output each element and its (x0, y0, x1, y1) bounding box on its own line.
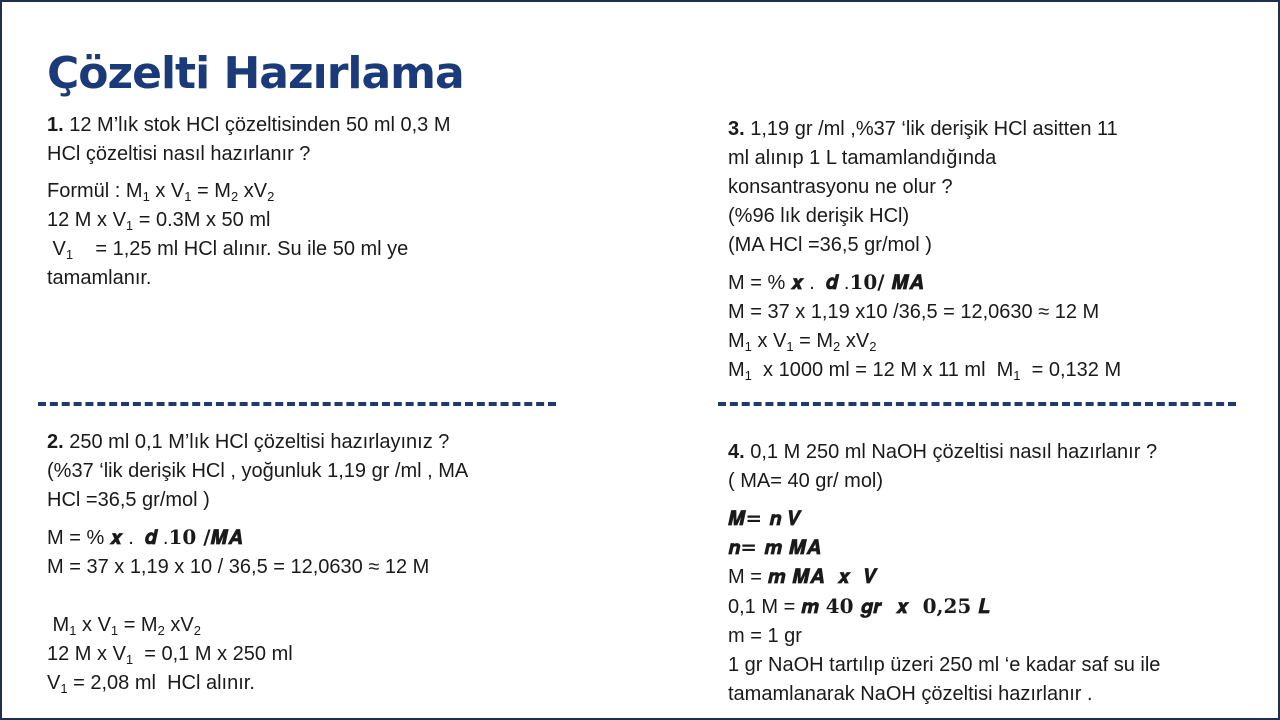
problem-4-question-line: ( MA= 40 gr/ mol) (728, 470, 884, 492)
problem-4-equation: 𝑴= 𝒏 𝑽 (728, 506, 801, 530)
page-title: Çözelti Hazırlama (47, 48, 464, 99)
problem-3-question-line: (%96 lık derişik HCl) (728, 205, 910, 227)
problem-1-step: tamamlanır. (47, 267, 152, 289)
problem-4-step: m = 1 gr (728, 625, 802, 647)
problem-3 (728, 115, 1121, 385)
problem-3-question: 3. 1,19 gr /ml ,%37 ‘lik derişik HCl asitten 11 (728, 118, 1118, 140)
problem-3-question-line: ml alınıp 1 L tamamlandığında (728, 147, 997, 169)
problem-3-step: $M_1$ x $V_1 = M_2$ $xV_2$ (728, 330, 877, 354)
problem-1-step: 12 M x $V_1 = 0.3M$ x 50 ml (47, 209, 271, 233)
problem-2-step: 12 M x $V_1 = 0,1$ M x 250 ml (47, 643, 293, 667)
problem-3-step: M = 37 x 1,19 x10 /36,5 = 12,0630 ≈ 12 M (728, 301, 1100, 323)
problem-2-question: 2. 250 ml 0,1 M’lık HCl çözeltisi hazırlayınız ? (47, 431, 450, 453)
problem-1-question-line2: HCl çözeltisi nasıl hazırlanır ? (47, 143, 311, 165)
problem-4-equation: M = 𝒎 𝑴𝑨 𝒙 𝑽 (728, 564, 877, 588)
problem-2-step: M = 37 x 1,19 x 10 / 36,5 = 12,0630 ≈ 12 M (47, 556, 430, 578)
problem-2-question-line: HCl =36,5 gr/mol ) (47, 489, 210, 511)
problem-2-step: $M_1$ x $V_1 = M_2$ $xV_2$ (47, 614, 201, 638)
problem-1-formula: Formül : $M_1$ x $V_1 = M_2$ $xV_2$ (47, 180, 275, 204)
separator-left (38, 402, 556, 406)
problem-4-equation: 0,1 M = 𝒎 𝟒𝟎 𝒈𝒓 𝒙 𝟎,𝟐𝟓 𝑳 (728, 594, 991, 618)
separator-right (718, 402, 1236, 406)
problem-3-step: $M_1$ x 1000 ml = 12 M x 11 ml $M_1 = 0,132$ M (728, 359, 1122, 383)
problem-1-step: $V_1$ = 1,25 ml HCl alınır. Su ile 50 ml ye (47, 238, 409, 262)
problem-4 (728, 438, 1160, 709)
problem-2-question-line: (%37 ‘lik derişik HCl , yoğunluk 1,19 gr /ml , MA (47, 460, 469, 482)
problem-2-formula: M = % 𝒙 . 𝒅 .𝟏𝟎 /𝑴𝑨 (47, 525, 242, 549)
problem-4-step: 1 gr NaOH tartılıp üzeri 250 ml ‘e kadar saf su ile (728, 654, 1161, 676)
problem-2-step: $V_1 = 2,08$ ml HCl alınır. (47, 672, 255, 696)
problem-4-equation: 𝒏= 𝒎 𝑴𝑨 (728, 535, 821, 559)
problem-3-question-line: konsantrasyonu ne olur ? (728, 176, 953, 198)
problem-number: 2. (47, 431, 64, 453)
problem-1 (47, 111, 451, 293)
problem-4-question: 4. 0,1 M 250 ml NaOH çözeltisi nasıl hazırlanır ? (728, 441, 1158, 463)
problem-number: 1. (47, 114, 64, 136)
problem-3-question-line: (MA HCl =36,5 gr/mol ) (728, 234, 932, 256)
problem-1-question: 1. 12 M’lık stok HCl çözeltisinden 50 ml 0,3 M (47, 114, 451, 136)
problem-number: 3. (728, 118, 745, 140)
problem-2 (47, 428, 468, 698)
problem-3-formula: M = % 𝒙 . 𝒅 .𝟏𝟎/ 𝑴𝑨 (728, 270, 923, 294)
problem-number: 4. (728, 441, 745, 463)
problem-4-step: tamamlanarak NaOH çözeltisi hazırlanır . (728, 683, 1093, 705)
